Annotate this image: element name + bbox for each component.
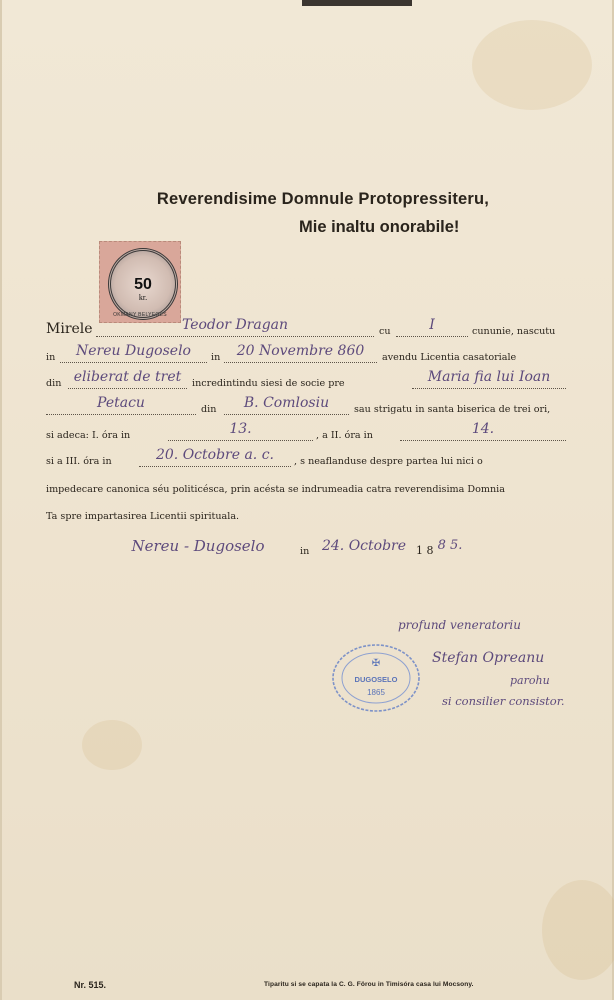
birth-date-field: 20 Novembre 860 (224, 340, 377, 363)
label-din: din (46, 378, 62, 389)
label-avendu: avendu Licentia casatoriale (382, 352, 517, 363)
form-line-1 (46, 318, 566, 340)
form-line-5 (46, 422, 566, 444)
second-banns-field: 14. (400, 418, 566, 441)
label-in: in (300, 546, 310, 557)
closing-formula: profund veneratoriu (398, 618, 521, 632)
label-din: din (201, 404, 217, 415)
groom-name-field: Teodor Dragan (96, 314, 374, 337)
salutation-title: Reverendisime Domnule Protopressiteru, (156, 190, 490, 208)
date-day-month-field: 24. Octobre (321, 538, 407, 554)
paper-stain (472, 20, 592, 110)
label-first-banns: si adeca: I. óra in (46, 430, 131, 441)
label-cununie: cununie, nascutu (472, 326, 556, 337)
stamp-emblem (108, 248, 178, 320)
stamp-inscription: OKMANY BELYEGES (113, 312, 167, 318)
label-in: in (211, 352, 221, 363)
stamp-unit: kr. (138, 293, 148, 302)
marriage-number-field: I (396, 314, 468, 337)
seal-year: 1865 (367, 688, 385, 697)
salutation-subtitle: Mie inaltu onorabile! (299, 218, 460, 236)
label-in: in (46, 352, 56, 363)
text-licentii: Ta spre impartasirea Licentii spirituala. (46, 511, 240, 522)
label-neaflanduse: , s neaflanduse despre partea lui nici o (294, 456, 483, 467)
form-line-4 (46, 396, 566, 418)
seal-name: DUGOSELO (354, 675, 398, 684)
form-line-6 (46, 448, 566, 470)
licence-issuer-field: eliberat de tret (68, 366, 187, 389)
bride-name-field: Maria fia lui Ioan (412, 366, 566, 389)
paper-stain (82, 720, 142, 770)
form-number: Nr. 515. (74, 980, 107, 990)
svg-text:✠: ✠ (371, 658, 381, 669)
birth-place-field: Nereu Dugoselo (60, 340, 207, 363)
printer-imprint: Tiparitu si se capata la C. G. Förou in Timisóra casa lui Mocsony. (264, 981, 474, 988)
place-field: Nereu - Dugoselo (131, 537, 265, 555)
paper-stain (542, 880, 614, 980)
form-line-7 (46, 476, 566, 498)
bride-place-field: B. Comlosiu (224, 392, 349, 415)
top-edge-shadow (302, 0, 412, 6)
parish-seal (330, 642, 422, 714)
label-cu: cu (379, 326, 391, 337)
bride-name-cont-field: Petacu (46, 392, 196, 415)
signatory-name: Stefan Opreanu (432, 650, 545, 666)
label-third-banns: si a III. óra in (46, 456, 112, 467)
year-suffix-field: 8 5. (437, 538, 463, 553)
signatory-role: si consilier consistor. (442, 694, 565, 708)
stamp-value: 50 (134, 276, 152, 293)
revenue-stamp (99, 241, 181, 323)
place-date-line (100, 534, 480, 560)
signatory-title: parohu (510, 674, 550, 687)
form-line-3 (46, 370, 566, 392)
label-second-banns: , a II. óra in (316, 430, 373, 441)
label-incredintindu: incredintindu siesi de socie pre (192, 378, 345, 389)
form-line-8 (46, 503, 566, 525)
first-banns-field: 13. (168, 418, 313, 441)
year-prefix: 1 8 (416, 544, 434, 557)
text-impedecare: impedecare canonica séu politicésca, prin acésta se indrumeadia catra reverendisima Domnia (46, 484, 505, 495)
form-line-2 (46, 344, 566, 366)
label-mirele: Mirele (46, 321, 93, 337)
third-banns-field: 20. Octobre a. c. (139, 444, 291, 467)
label-sau-strigatu: sau strigatu in santa biserica de trei ori, (354, 404, 551, 415)
